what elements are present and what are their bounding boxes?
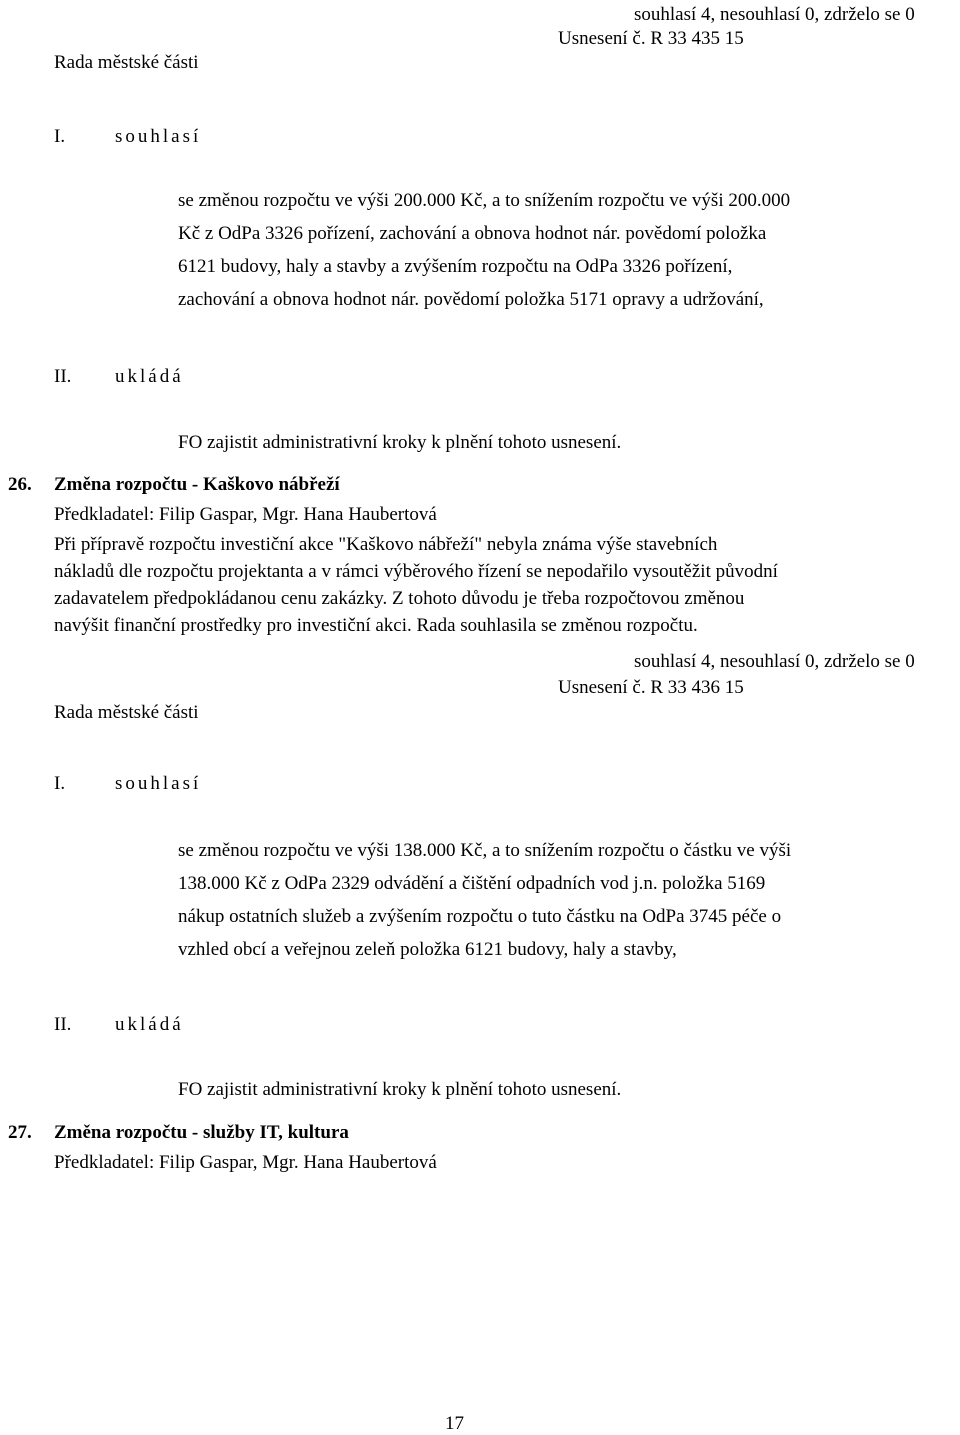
resolution-text-line: Kč z OdPa 3326 pořízení, zachování a obnova hodnot nár. povědomí položka [178,223,767,244]
task-text: FO zajistit administrativní kroky k plnění tohoto usnesení. [178,432,622,453]
point-verb: ukládá [115,1014,184,1035]
agenda-item-title: Změna rozpočtu - Kaškovo nábřeží [54,474,340,495]
description-line: navýšit finanční prostředky pro investiční akci. Rada souhlasila se změnou rozpočtu. [54,615,698,636]
resolution-text-line: vzhled obcí a veřejnou zeleň položka 6121 budovy, haly a stavby, [178,939,677,960]
agenda-item-title: Změna rozpočtu - služby IT, kultura [54,1122,349,1143]
description-line: zadavatelem předpokládanou cenu zakázky. Z tohoto důvodu je třeba rozpočtovou změnou [54,588,745,609]
point-number: II. [54,1014,72,1035]
resolution-text-line: 138.000 Kč z OdPa 2329 odvádění a čištění odpadních vod j.n. položka 5169 [178,873,766,894]
resolution-text-line: 6121 budovy, haly a stavby a zvýšením rozpočtu na OdPa 3326 pořízení, [178,256,733,277]
point-verb: souhlasí [115,126,202,147]
resolution-text-line: se změnou rozpočtu ve výši 200.000 Kč, a to snížením rozpočtu ve výši 200.000 [178,190,791,211]
presenter: Předkladatel: Filip Gaspar, Mgr. Hana Haubertová [54,504,437,525]
page-number: 17 [445,1413,464,1434]
point-number: I. [54,773,66,794]
point-verb: ukládá [115,366,184,387]
resolution-text-line: nákup ostatních služeb a zvýšením rozpočtu o tuto částku na OdPa 3745 péče o [178,906,782,927]
resolution-text-line: se změnou rozpočtu ve výši 138.000 Kč, a to snížením rozpočtu o částku ve výši [178,840,792,861]
agenda-item-number: 26. [8,474,32,495]
task-text: FO zajistit administrativní kroky k plnění tohoto usnesení. [178,1079,622,1100]
point-number: I. [54,126,66,147]
point-verb: souhlasí [115,773,202,794]
resolution-text-line: zachování a obnova hodnot nár. povědomí položka 5171 opravy a udržování, [178,289,764,310]
council-label: Rada městské části [54,52,199,73]
council-label: Rada městské části [54,702,199,723]
description-line: nákladů dle rozpočtu projektanta a v rámci výběrového řízení se nepodařilo vysoutěžit původní [54,561,778,582]
presenter: Předkladatel: Filip Gaspar, Mgr. Hana Haubertová [54,1152,437,1173]
resolution-number: Usnesení č. R 33 435 15 [558,28,744,49]
vote-result: souhlasí 4, nesouhlasí 0, zdrželo se 0 [634,4,915,25]
vote-result: souhlasí 4, nesouhlasí 0, zdrželo se 0 [634,651,915,672]
description-line: Při přípravě rozpočtu investiční akce "Kaškovo nábřeží" nebyla známa výše stavebních [54,534,718,555]
agenda-item-number: 27. [8,1122,32,1143]
resolution-number: Usnesení č. R 33 436 15 [558,677,744,698]
point-number: II. [54,366,72,387]
